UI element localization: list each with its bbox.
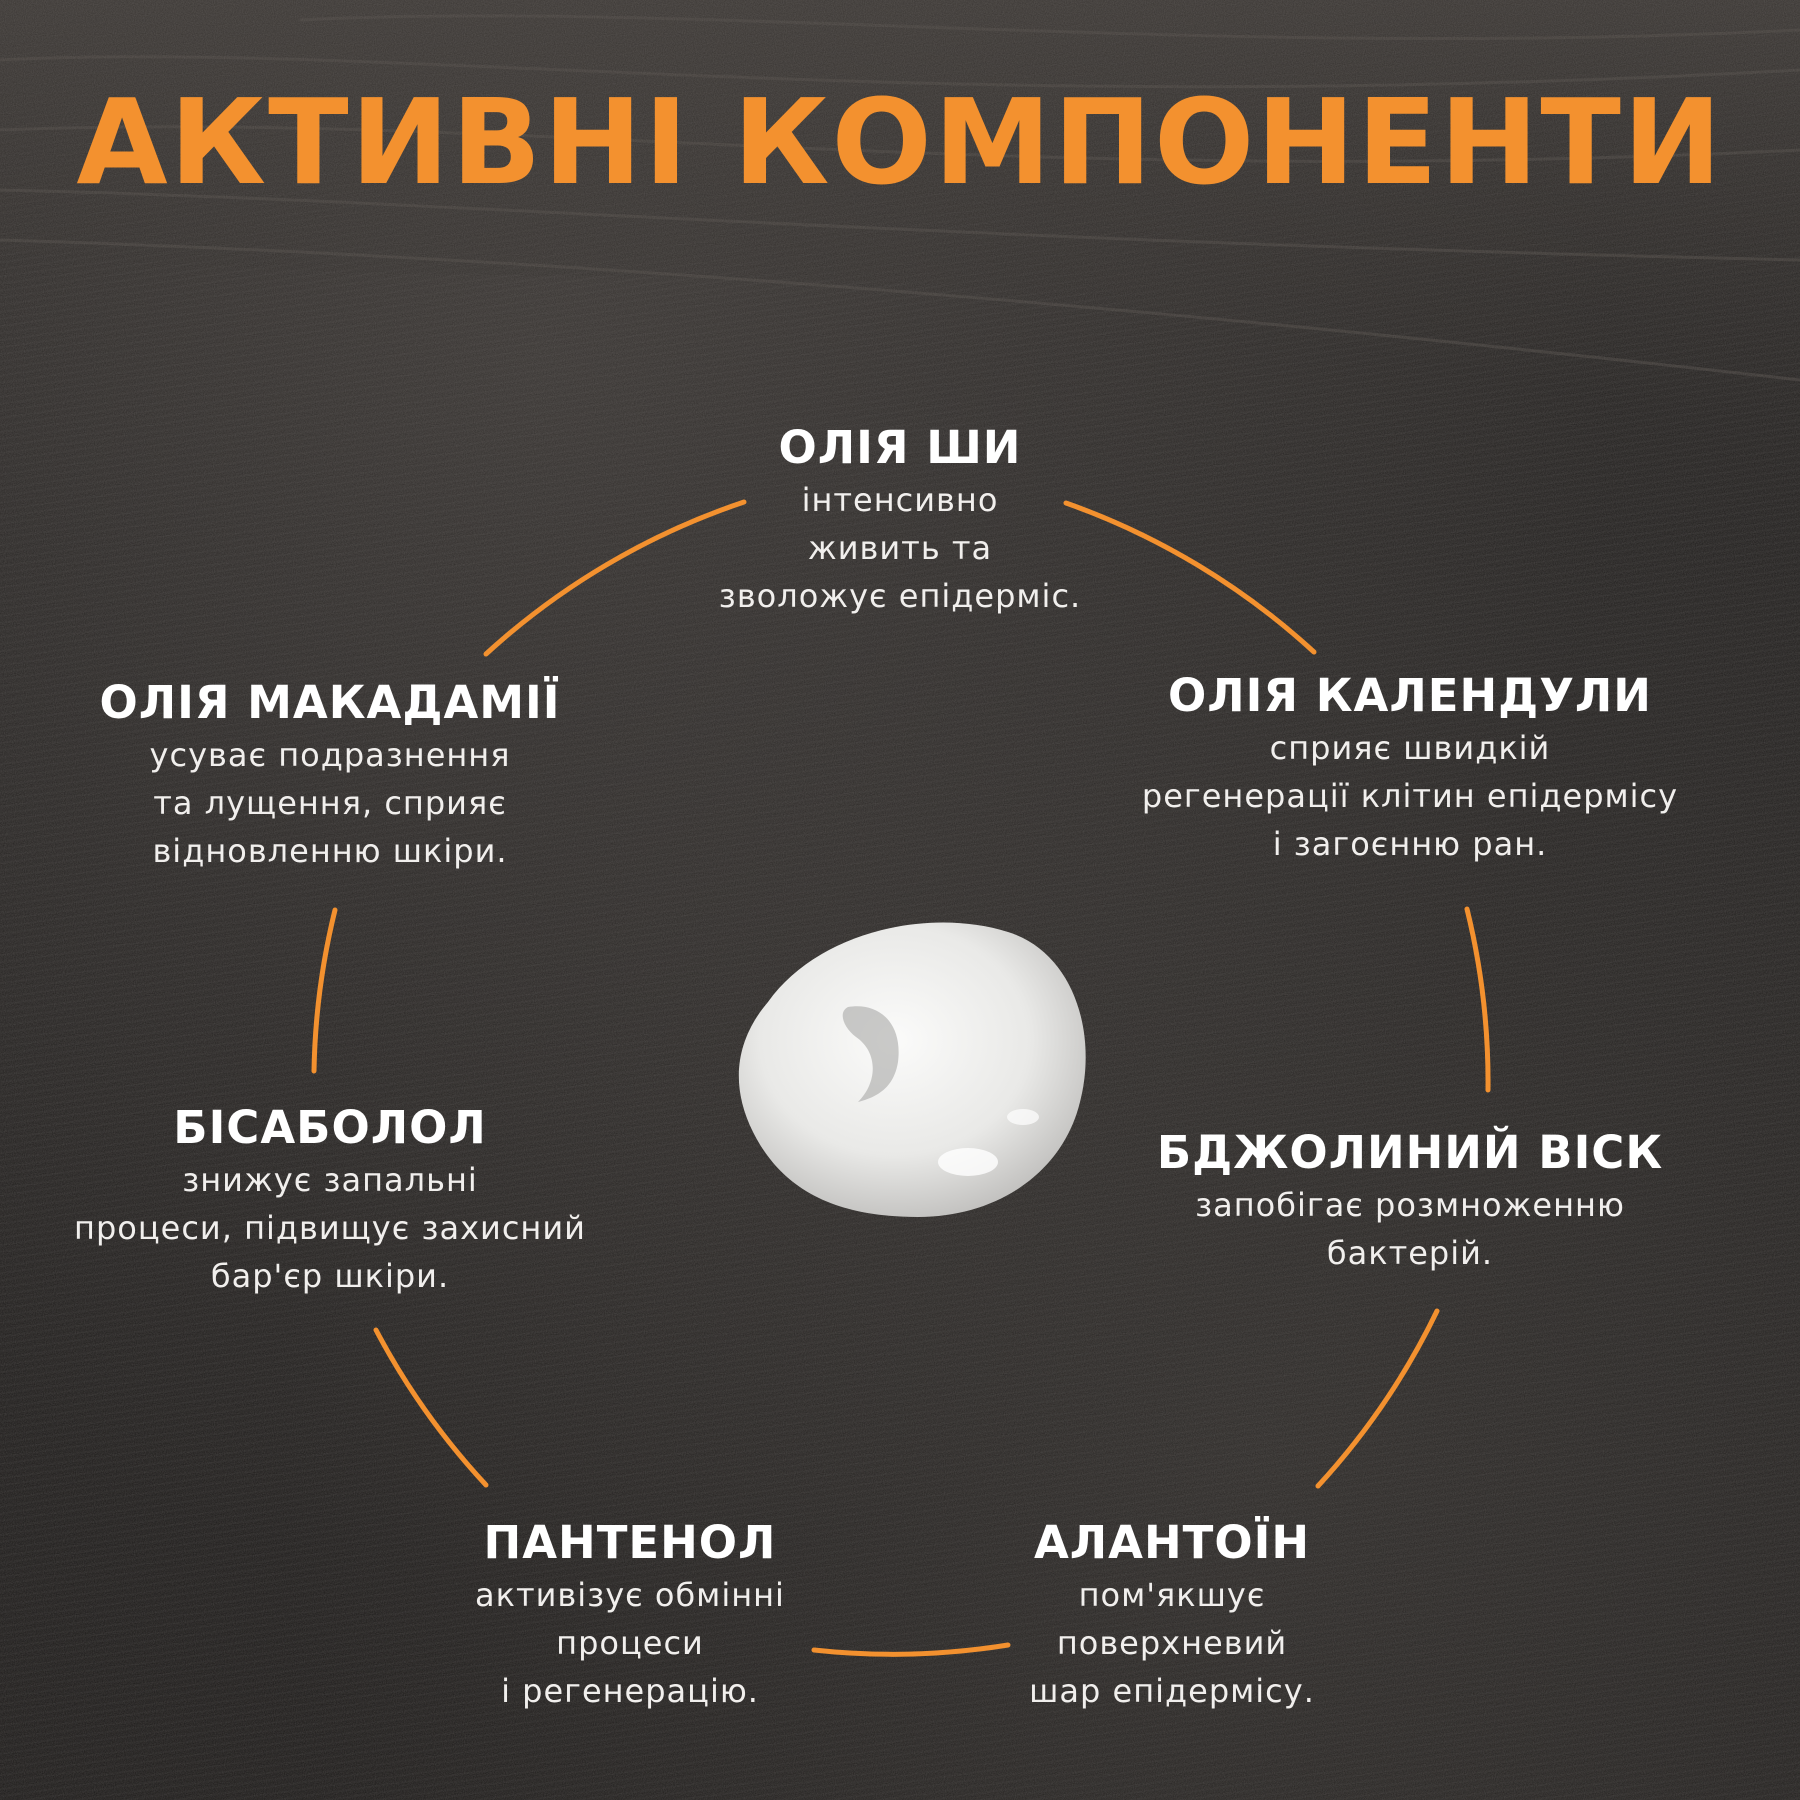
- component-shea-oil: [650, 420, 1150, 620]
- component-bisabolol: [40, 1100, 620, 1300]
- component-description: інтенсивно живить та зволожує епідерміс.: [718, 481, 1082, 615]
- component-calendula-oil: [1110, 668, 1710, 868]
- component-name: БДЖОЛИНИЙ ВІСК: [1156, 1126, 1664, 1179]
- component-name: ОЛІЯ МАКАДАМІЇ: [99, 676, 561, 729]
- ring-arc-3: [1467, 909, 1488, 1090]
- component-beeswax: [1130, 1125, 1690, 1277]
- component-name: ОЛІЯ ШИ: [778, 421, 1022, 474]
- component-description: запобігає розмноженню бактерій.: [1195, 1186, 1625, 1272]
- page-title: АКТИВНІ КОМПОНЕНТИ: [76, 73, 1724, 211]
- ring-arc-6: [376, 1330, 486, 1485]
- component-name: ОЛІЯ КАЛЕНДУЛИ: [1168, 669, 1652, 722]
- component-description: усуває подразнення та лущення, сприяє відновленню шкіри.: [149, 736, 511, 870]
- component-description: знижує запальні процеси, підвищує захисний бар'єр шкіри.: [74, 1161, 586, 1295]
- component-name: БІСАБОЛОЛ: [173, 1101, 487, 1154]
- ring-arc-7: [314, 910, 335, 1071]
- component-name: АЛАНТОЇН: [1033, 1516, 1311, 1569]
- ring-arc-4: [1318, 1311, 1437, 1486]
- component-description: пом'якшує поверхневий шар епідермісу.: [1029, 1576, 1315, 1710]
- component-allantoin: [922, 1515, 1422, 1715]
- cream-dollop: [728, 912, 1092, 1228]
- component-description: сприяє швидкій регенерації клітин епідермісу і загоєнню ран.: [1141, 729, 1679, 863]
- component-name: ПАНТЕНОЛ: [483, 1516, 777, 1569]
- component-panthenol: [380, 1515, 880, 1715]
- component-macadamia-oil: [60, 675, 600, 875]
- component-description: активізує обмінні процеси і регенерацію.: [475, 1576, 785, 1710]
